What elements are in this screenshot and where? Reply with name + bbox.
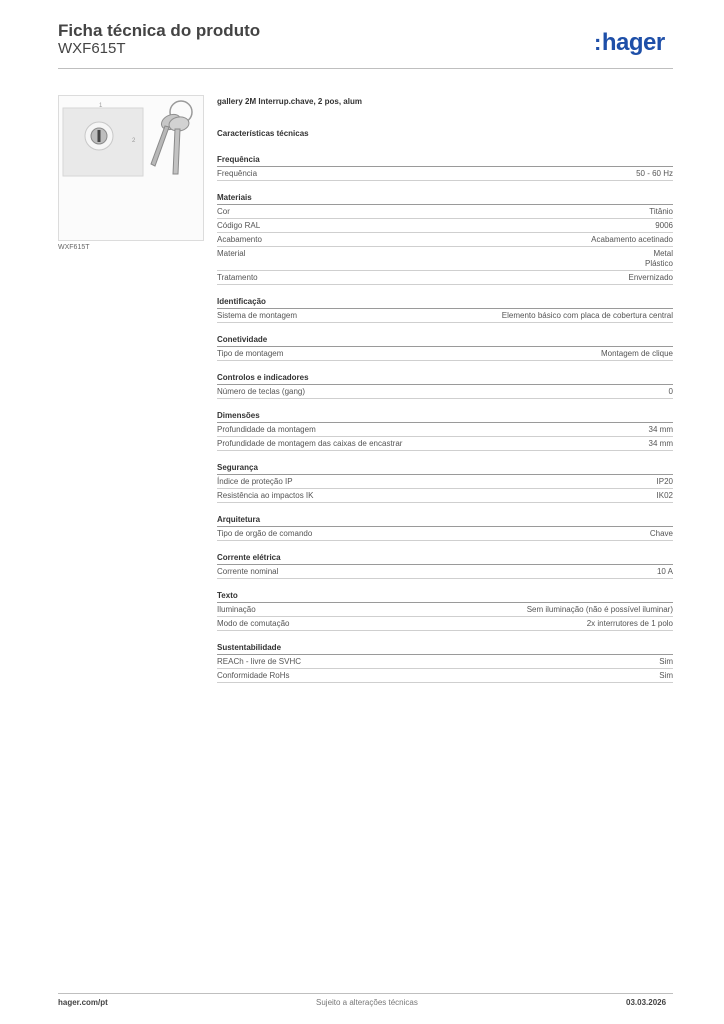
spec-row xyxy=(217,347,673,361)
key-icon xyxy=(151,101,192,174)
section-title: Materiais xyxy=(217,192,673,205)
spec-label: Profundidade de montagem das caixas de encastrar xyxy=(217,439,403,448)
spec-value-line: 9006 xyxy=(655,221,673,230)
spec-value-line: Sim xyxy=(659,657,673,666)
spec-value xyxy=(649,439,673,449)
spec-row xyxy=(217,205,673,219)
section-title: Corrente elétrica xyxy=(217,552,673,565)
page-title: Ficha técnica do produto xyxy=(58,21,261,40)
spec-row xyxy=(217,271,673,285)
spec-section xyxy=(217,334,673,361)
position-label-2: 2 xyxy=(132,138,136,144)
spec-label: Sistema de montagem xyxy=(217,311,298,320)
image-caption: WXF615T xyxy=(58,244,90,251)
spec-row xyxy=(217,475,673,489)
product-name: gallery 2M Interrup.chave, 2 pos, alum xyxy=(217,97,362,106)
spec-label: Material xyxy=(217,249,246,258)
spec-value xyxy=(657,491,673,501)
spec-value xyxy=(657,567,673,577)
spec-value xyxy=(527,605,673,615)
section-title: Conetividade xyxy=(217,334,673,347)
footer-disclaimer: Sujeito a alterações técnicas xyxy=(316,998,418,1007)
spec-value-line: Montagem de clique xyxy=(600,349,673,358)
footer-divider xyxy=(58,993,673,994)
logo-text: hager xyxy=(601,29,665,56)
section-title: Controlos e indicadores xyxy=(217,372,673,385)
spec-section xyxy=(217,514,673,541)
key-switch-icon xyxy=(59,96,203,240)
spec-section xyxy=(217,642,673,683)
spec-section xyxy=(217,154,673,181)
spec-section xyxy=(217,462,673,503)
spec-label: REACh - livre de SVHC xyxy=(217,657,302,666)
spec-section xyxy=(217,192,673,285)
spec-row xyxy=(217,167,673,181)
spec-value-line: Envernizado xyxy=(628,273,673,282)
spec-value-line: 34 mm xyxy=(648,439,673,448)
spec-section xyxy=(217,410,673,451)
spec-value xyxy=(645,249,673,269)
spec-row xyxy=(217,385,673,399)
spec-value-line: Sem iluminação (não é possível iluminar) xyxy=(526,605,673,614)
spec-value xyxy=(649,425,673,435)
spec-label: Frequência xyxy=(217,169,258,178)
spec-row xyxy=(217,437,673,451)
product-image xyxy=(58,95,204,241)
spec-label: Resistência ao impactos IK xyxy=(217,491,314,500)
spec-label: Acabamento xyxy=(217,235,262,244)
section-title: Sustentabilidade xyxy=(217,642,673,655)
spec-label: Tratamento xyxy=(217,273,258,282)
spec-row xyxy=(217,617,673,631)
spec-row xyxy=(217,527,673,541)
section-title: Frequência xyxy=(217,154,673,167)
characteristics-title: Características técnicas xyxy=(217,129,309,138)
spec-value xyxy=(587,619,673,629)
spec-value-line: Acabamento acetinado xyxy=(591,235,673,244)
spec-row xyxy=(217,655,673,669)
spec-value xyxy=(629,273,673,283)
spec-value xyxy=(636,169,673,179)
spec-value-line: Elemento básico com placa de cobertura central xyxy=(501,311,673,320)
section-title: Texto xyxy=(217,590,673,603)
product-code: WXF615T xyxy=(58,40,126,57)
spec-value xyxy=(655,221,673,231)
spec-value xyxy=(502,311,673,321)
spec-row xyxy=(217,219,673,233)
spec-value xyxy=(601,349,673,359)
spec-label: Tipo de montagem xyxy=(217,349,284,358)
spec-section xyxy=(217,372,673,399)
spec-row xyxy=(217,233,673,247)
spec-value-line: 50 - 60 Hz xyxy=(636,169,673,178)
section-title: Dimensões xyxy=(217,410,673,423)
header-divider xyxy=(58,68,673,69)
spec-label: Tipo de orgão de comando xyxy=(217,529,313,538)
spec-value xyxy=(591,235,673,245)
spec-row xyxy=(217,247,673,271)
spec-value-line: 10 A xyxy=(656,567,673,576)
spec-label: Modo de comutação xyxy=(217,619,290,628)
section-title: Arquitetura xyxy=(217,514,673,527)
spec-section xyxy=(217,590,673,631)
spec-label: Índice de proteção IP xyxy=(217,477,293,486)
spec-label: Cor xyxy=(217,207,230,216)
spec-sections xyxy=(217,154,673,683)
section-title: Segurança xyxy=(217,462,673,475)
spec-value-line: 34 mm xyxy=(648,425,673,434)
spec-label: Conformidade RoHs xyxy=(217,671,290,680)
spec-label: Corrente nominal xyxy=(217,567,279,576)
spec-value xyxy=(659,671,673,681)
spec-value-line: IK02 xyxy=(656,491,673,500)
spec-value-line: 2x interrutores de 1 polo xyxy=(586,619,673,628)
spec-row xyxy=(217,489,673,503)
spec-value-line: Metal xyxy=(653,249,673,258)
section-title: Identificação xyxy=(217,296,673,309)
position-label-1: 1 xyxy=(99,103,103,109)
spec-value-line: Plástico xyxy=(644,259,673,268)
spec-row xyxy=(217,309,673,323)
footer-date: 03.03.2026 xyxy=(626,998,667,1007)
spec-value xyxy=(657,477,673,487)
spec-label: Código RAL xyxy=(217,221,261,230)
spec-value-line: Sim xyxy=(659,671,673,680)
spec-row xyxy=(217,565,673,579)
spec-value-line: Titânio xyxy=(649,207,673,216)
spec-value xyxy=(669,387,673,397)
spec-value-line: 0 xyxy=(668,387,673,396)
spec-section xyxy=(217,552,673,579)
spec-value-line: IP20 xyxy=(656,477,673,486)
spec-label: Iluminação xyxy=(217,605,256,614)
spec-content xyxy=(217,96,673,694)
spec-value-line: Chave xyxy=(649,529,673,538)
spec-section xyxy=(217,296,673,323)
spec-value xyxy=(650,529,673,539)
footer-website: hager.com/pt xyxy=(58,998,108,1007)
spec-row xyxy=(217,603,673,617)
hager-logo: :hager xyxy=(594,29,665,56)
spec-label: Número de teclas (gang) xyxy=(217,387,306,396)
spec-row xyxy=(217,423,673,437)
spec-label: Profundidade da montagem xyxy=(217,425,316,434)
spec-value xyxy=(659,657,673,667)
spec-row xyxy=(217,669,673,683)
spec-value xyxy=(649,207,673,217)
